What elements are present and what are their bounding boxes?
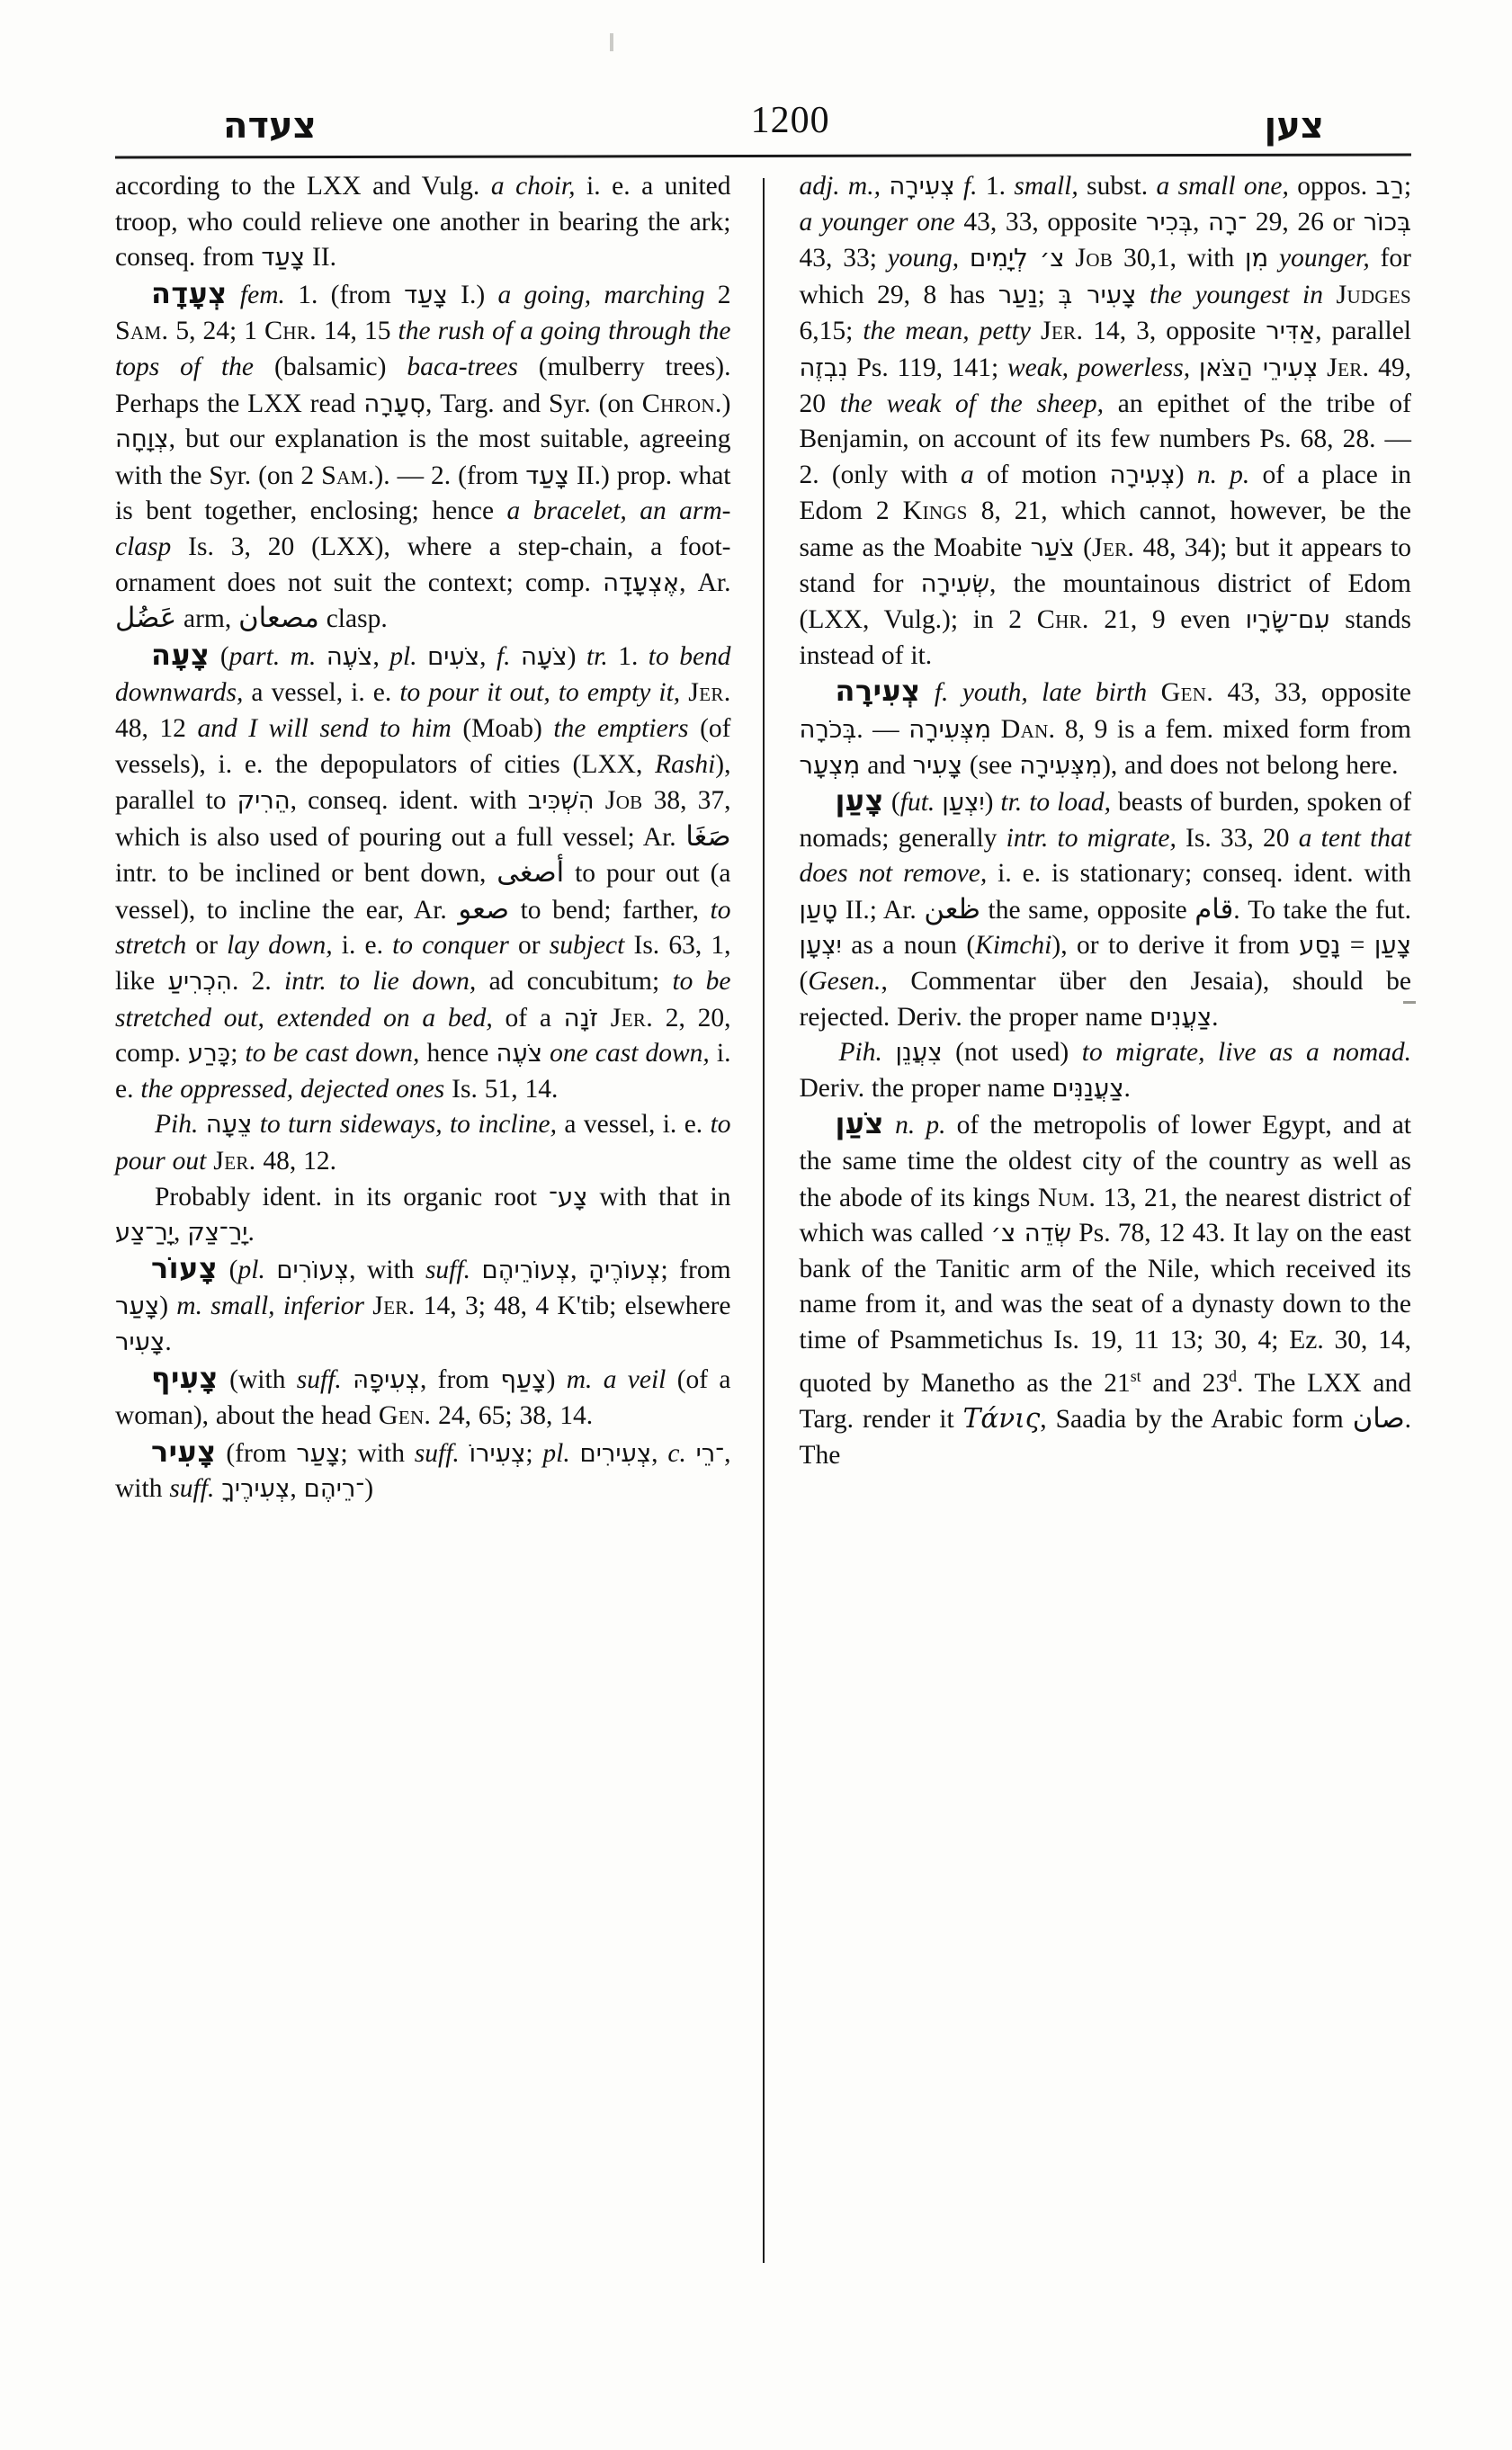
para-tsair-continued: adj. m., צְעִירָה f. 1. small, subst. a small one, oppos. רַב; a younger one 43, 33, opposite בְּכִיר, ־רָה 29, 26 or בְּכוֹר 43, 33; young, צ׳ לְיָמִים Job 30,1, with מִן younger, for which 29, 8 has נַעַר; צָעִיר בְּ the youngest in Judges 6,15; the mean, petty Jer. 14, 3, opposite אַדִּיר, parallel נִבְזֶה Ps. 119, 141; weak, powerless, צְעִירֵי הַצֹּאן Jer. 49, 20 the weak of the sheep, an epithet of the tribe of Benjamin, on account of its few numbers Ps. 68, 28. — 2. (only with a of motion צְעִירָה) n. p. of a place in Edom 2 Kings 8, 21, which cannot, however, be the same as the Moabite צֹעַר (Jer. 48, 34); but it appears to stand for שְׂעִירָה, the mountainous district of Edom (LXX, Vulg.); in 2 Chr. 21, 9 even עִם־שָׂרָיו stands instead of it.: [799, 172, 1412, 670]
column-divider-rule: [763, 178, 765, 2263]
scan-speck-top-margin: [610, 33, 613, 51]
two-column-body: [115, 169, 1411, 2315]
entry-tseirah: צְעִירָה f. youth, late birth Gen. 43, 33, opposite בְּכֹרָה. — מִצְּעִירָה Dan. 8, 9 is a fem. mixed form from מִצְעָר and צָעִיר (see מִצְּעִירָה), and does not belong here.: [799, 674, 1412, 780]
para-pihel-tsaah: Pih. צֵעָה to turn sideways, to incline, a vessel, i. e. to pour out Jer. 48, 12.: [115, 1110, 731, 1176]
para-root-note: Probably ident. in its organic root צָע־ with that in יָרַ־צַע, יָרַ־צַק.: [115, 1182, 731, 1247]
entry-tseadah: צְעָדָה fem. 1. (from צָעַד I.) a going, marching 2 Sam. 5, 24; 1 Chr. 14, 15 the rush of a going through the tops of the (balsamic) baca-trees (mulberry trees). Perhaps the LXX read סְעָרָה, Targ. and Syr. (on Chron.) צְוָחָה, but our explanation is the most suitable, agreeing with the Syr. (on 2 Sam.). — 2. (from צָעַד II.) prop. what is bent together, enclosing; hence a bracelet, an arm-clasp Is. 3, 20 (LXX), where a step-chain, a foot-ornament does not suit the context; comp. אֶצְעָדָה, Ar. عَضُل arm, مصعان clasp.: [115, 275, 731, 635]
entry-tsaif: צָעִיף (with suff. צְעִיפָהּ, from צָעַף) m. a veil (of a woman), about the head Gen. 24, 65; 38, 14.: [115, 1360, 731, 1431]
page-number: 1200: [750, 100, 830, 141]
para-pihel-tsaan: Pih. צִעֲנֵן (not used) to migrate, live as a nomad. Deriv. the proper name צַעֲנַנִּים.: [799, 1038, 1412, 1103]
para-tsadah-continued: according to the LXX and Vulg. a choir, i. e. a united troop, who could relieve one another in bearing the ark; conseq. from צָעַד II.: [115, 172, 731, 273]
entry-tsaah: צָעָה (part. m. צֹעֶה, pl. צֹעִים, f. צֹעָה) tr. 1. to bend downwards, a vessel, i. e. to pour it out, to empty it, Jer. 48, 12 and I will send to him (Moab) the emptiers (of vessels), i. e. the depopulators of cities (LXX, Rashi), parallel to הֵרִיק, conseq. ident. with הִשְׁכִּיב Job 38, 37, which is also used of pouring out a full vessel; Ar. صَغَا intr. to be inclined or bent down, أصغى to pour out (a vessel), to incline the ear, Ar. صعو to bend; farther, to stretch or lay down, i. e. to conquer or subject Is. 63, 1, like הִכְרִיעַ. 2. intr. to lie down, ad concubitum; to be stretched out, extended on a bed, of a זֹנָה Jer. 2, 20, comp. כָּרַע; to be cast down, hence צֹעֶה one cast down, i. e. the oppressed, dejected ones Is. 51, 14.: [115, 637, 731, 1104]
header-rule: [115, 153, 1411, 158]
entry-tsair: צָעִיר (from צָעַר; with suff. צְעִירוֹ; pl. צְעִירִים, c. ־רֵי, with suff. צְעִירֶיךָ, ־רֵיהֶם): [115, 1434, 731, 1504]
entry-tsaan-verb: צָעַן (fut. יִצְעַן) tr. to load, beasts of burden, spoken of nomads; generally intr. to migrate, Is. 33, 20 a tent that does not remove, i. e. is stationary; conseq. ident. with טָעַן II.; Ar. ظعن the same, opposite قام. To take the fut. יִצְעָן as a noun (Kimchi), or to derive it from נָסַע = צָעַן (Gesen., Commentar über den Jesaia), should be rejected. Deriv. the proper name צַעֲנִים.: [799, 783, 1412, 1032]
running-head-right-keyword: צען: [1264, 105, 1324, 147]
running-head-left-keyword: צעדה: [223, 105, 317, 147]
entry-tsoan: צֹעַן n. p. of the metropolis of lower Egypt, and at the same time the oldest city of the country as well as the abode of its kings Num. 13, 21, the nearest district of which was called שְׂדֵה צ׳ Ps. 78, 12 43. It lay on the east bank of the Tanitic arm of the Nile, which received its name from it, and was the seat of a dynasty down to the time of Psammetichus Is. 19, 11 13; 30, 4; Ez. 30, 14, quoted by Manetho as the 21st and 23$^d$. The LXX and Targ. render it Τάνις, Saadia by the Arabic form صان. The: [799, 1106, 1411, 1470]
entry-tseor: צָעוֹר (pl. צְעוֹרִים, with suff. צְעוֹרֵיהֶם, צְעוֹרֶיהָ; from צָעַר) m. small, inferior Jer. 14, 3; 48, 4 K'tib; elsewhere צָעִיר.: [115, 1250, 731, 1356]
right-column: [764, 169, 1412, 2315]
scan-speck-right-margin: [1403, 1001, 1416, 1004]
running-head: [171, 79, 1355, 147]
left-column: [115, 169, 764, 2315]
